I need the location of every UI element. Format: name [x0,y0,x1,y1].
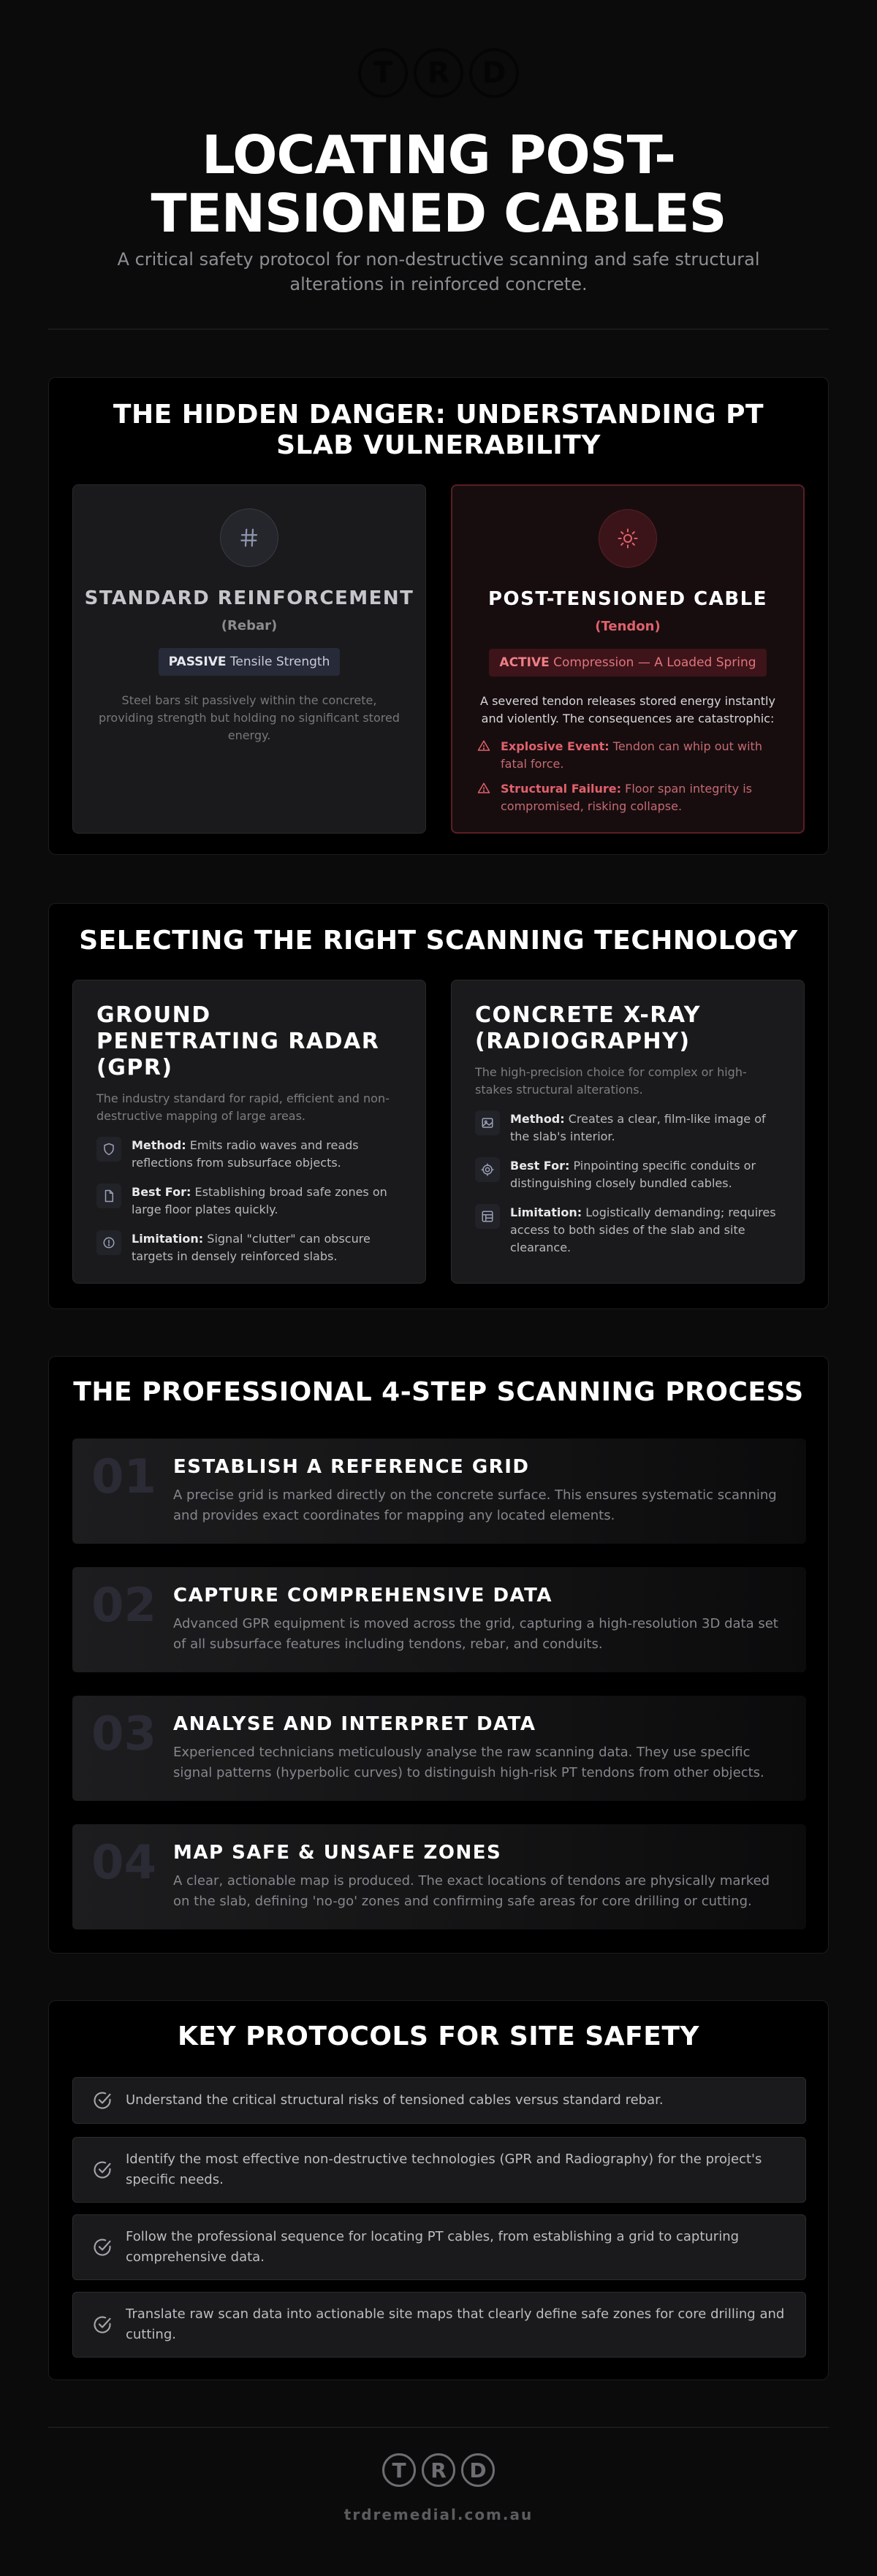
consequence-item [477,780,778,815]
check-circle-icon [92,2090,113,2111]
protocol-item [72,2214,806,2280]
post-tensioned-card [451,484,805,834]
logo-letter: D [469,48,519,98]
brand-logo-top [0,48,877,98]
protocols-section-title: KEY PROTOCOLS FOR SITE SAFETY [178,2021,699,2051]
protocol-item [72,2077,806,2124]
logo-letter: T [382,2453,416,2487]
protocol-text: Follow the professional sequence for locating PT cables, from establishing a grid to capturing comprehensive data. [126,2229,740,2265]
step-description: Advanced GPR equipment is moved across the grid, capturing a high-resolution 3D data set of all subsurface features including tendons, rebar, and conduits. [173,1616,778,1652]
process-step [72,1824,806,1929]
protocols-section [48,2000,829,2380]
row-text: Signal "clutter" can obscure targets in densely reinforced slabs. [132,1232,371,1263]
technology-section-title: SELECTING THE RIGHT SCANNING TECHNOLOGY [79,926,798,956]
protocol-text: Identify the most effective non-destructive technologies (GPR and Radiography) for the project's specific needs. [126,2152,762,2187]
badge-text: Compression — A Loaded Spring [553,655,756,670]
xray-best-for-row [475,1157,781,1192]
divider [48,2427,829,2428]
check-circle-icon [92,2160,113,2180]
row-text: Pinpointing specific conduits or distinguishing closely bundled cables. [510,1159,756,1190]
process-section [48,1356,829,1954]
layout-icon [475,1204,500,1229]
step-description: A precise grid is marked directly on the concrete surface. This ensures systematic scanning and provides exact coordinates for mapping any located elements. [173,1487,777,1523]
step-description: Experienced technicians meticulously analyse the raw scanning data. They use specific signal patterns (hyperbolic curves) to distinguish high-risk PT tendons from other objects. [173,1745,764,1780]
protocol-item [72,2137,806,2203]
badge-strong: PASSIVE [168,655,227,669]
gpr-best-for-row [96,1184,402,1219]
process-step [72,1567,806,1672]
standard-reinforcement-card [72,484,426,834]
gear-icon [475,1157,500,1182]
step-number: 04 [91,1836,157,1890]
step-title: ANALYSE AND INTERPRET DATA [173,1713,536,1735]
shield-icon [96,1137,121,1162]
step-title: MAP SAFE & UNSAFE ZONES [173,1842,502,1864]
consequence-text: Floor span integrity is compromised, risking collapse. [501,782,753,813]
row-strong: Limitation: [132,1232,204,1246]
row-strong: Method: [510,1112,565,1126]
tendon-heading: POST-TENSIONED CABLE [487,588,768,610]
page-subtitle: A critical safety protocol for non-destructive scanning and safe structural alterations in reinforced concrete. [117,249,760,294]
consequence-text: Tendon can whip out with fatal force. [501,739,762,771]
hash-icon [220,508,278,567]
consequence-strong: Structural Failure: [501,782,622,796]
consequence-list [477,738,778,815]
technology-section [48,903,829,1309]
process-step [72,1696,806,1801]
warning-icon [477,739,490,752]
badge-text: Tensile Strength [229,655,330,669]
image-icon [475,1110,500,1135]
gpr-limitation-row [96,1230,402,1265]
row-strong: Best For: [132,1185,191,1199]
warning-icon [477,782,490,795]
xray-description: The high-precision choice for complex or high-stakes structural alterations. [475,1065,747,1097]
check-circle-icon [92,2237,113,2257]
xray-card [451,980,805,1284]
step-number: 01 [91,1450,157,1504]
consequence-item [477,738,778,773]
tendon-body: A severed tendon releases stored energy instantly and violently. The consequences are catastrophic: [480,694,775,725]
protocol-item [72,2292,806,2358]
logo-letter: R [414,48,463,98]
row-text: Logistically demanding; requires access to both sides of the slab and site clearance. [510,1205,776,1254]
gpr-card [72,980,426,1284]
danger-section [48,377,829,855]
tendon-sub: (Tendon) [595,619,661,634]
process-section-title: THE PROFESSIONAL 4-STEP SCANNING PROCESS [73,1377,804,1407]
check-circle-icon [92,2314,113,2335]
xray-limitation-row [475,1204,781,1257]
consequence-strong: Explosive Event: [501,739,610,753]
gpr-method-row [96,1137,402,1172]
logo-letter: T [358,48,408,98]
xray-method-row [475,1110,781,1146]
brand-logo-footer [0,2453,877,2487]
standard-sub: (Rebar) [221,618,278,633]
xray-title: CONCRETE X-RAY (RADIOGRAPHY) [475,1002,701,1054]
process-step [72,1438,806,1544]
step-number: 02 [91,1579,157,1633]
page-title: LOCATING POST-TENSIONED CABLES [151,124,726,244]
active-badge [489,649,766,677]
logo-letter: R [422,2453,455,2487]
sun-icon [599,509,657,568]
badge-strong: ACTIVE [499,655,550,670]
protocol-text: Translate raw scan data into actionable site maps that clearly define safe zones for core drilling and cutting. [126,2306,785,2342]
row-text: Emits radio waves and reads reflections from subsurface objects. [132,1138,359,1170]
standard-heading: STANDARD REINFORCEMENT [84,587,414,609]
protocol-text: Understand the critical structural risks of tensioned cables versus standard rebar. [126,2092,664,2108]
footer-website: trdremedial.com.au [343,2506,534,2523]
step-title: CAPTURE COMPREHENSIVE DATA [173,1585,553,1607]
row-text: Establishing broad safe zones on large floor plates quickly. [132,1185,387,1216]
danger-section-title: THE HIDDEN DANGER: UNDERSTANDING PT SLAB VULNERABILITY [113,400,764,460]
step-number: 03 [91,1707,157,1761]
standard-body: Steel bars sit passively within the concrete, providing strength but holding no significant stored energy. [99,693,400,742]
row-text: Creates a clear, film-like image of the slab's interior. [510,1112,766,1143]
passive-badge [159,648,341,676]
gpr-title: GROUND PENETRATING RADAR (GPR) [96,1002,380,1081]
row-strong: Method: [132,1138,186,1152]
alert-circle-icon [96,1230,121,1255]
row-strong: Best For: [510,1159,570,1173]
step-description: A clear, actionable map is produced. The exact locations of tendons are physically marked on the slab, defining 'no-go' zones and confirming safe areas for core drilling or cutting. [173,1873,770,1909]
step-title: ESTABLISH A REFERENCE GRID [173,1456,530,1478]
document-icon [96,1184,121,1208]
gpr-description: The industry standard for rapid, efficient and non-destructive mapping of large areas. [96,1091,390,1123]
logo-letter: D [461,2453,495,2487]
row-strong: Limitation: [510,1205,582,1219]
